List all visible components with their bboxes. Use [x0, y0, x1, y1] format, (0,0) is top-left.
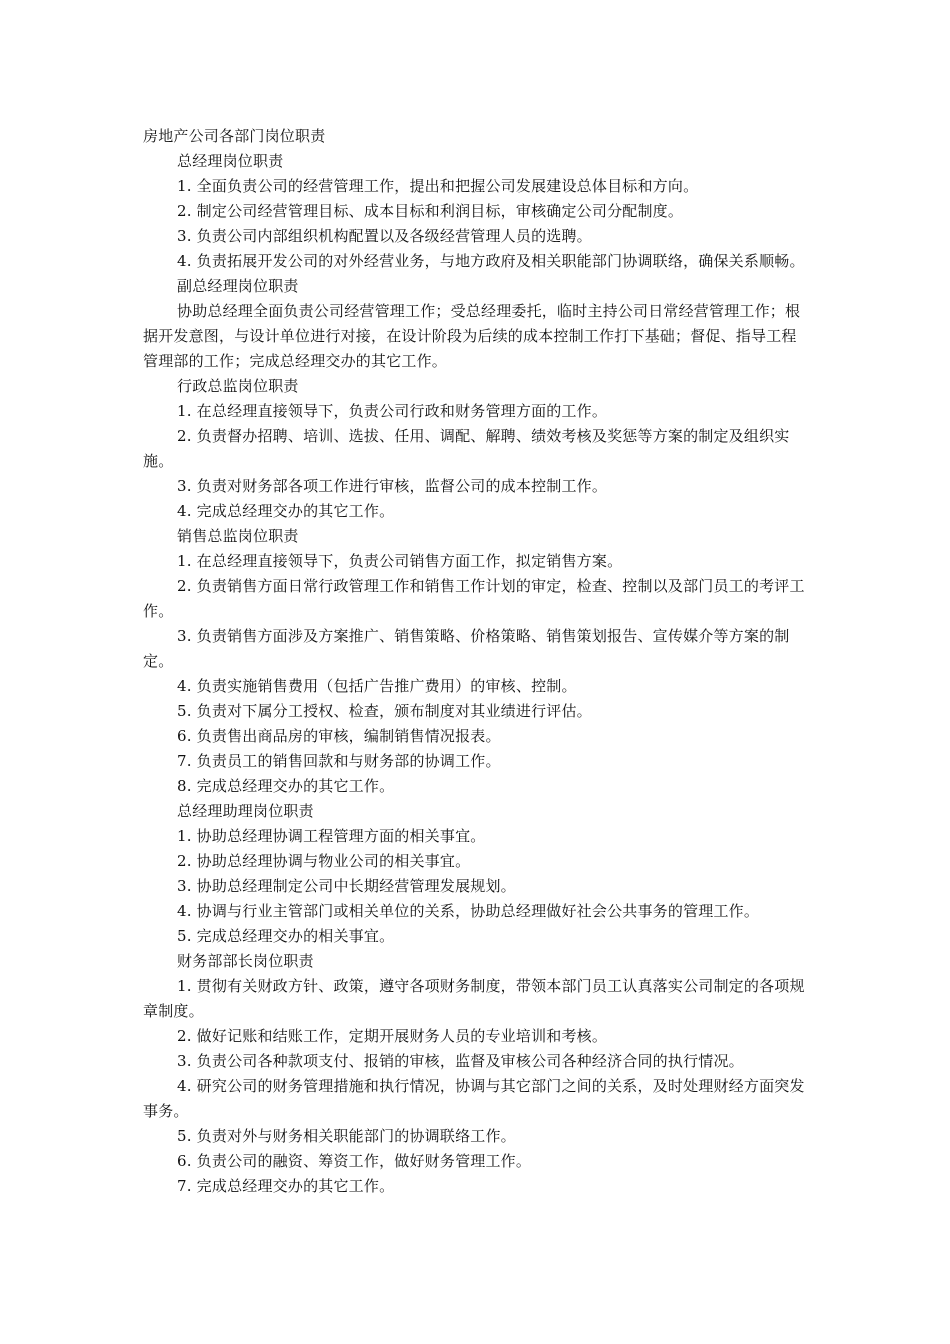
duty-item: 7. 负责员工的销售回款和与财务部的协调工作。 — [177, 752, 501, 770]
duty-item: 6. 负责售出商品房的审核，编制销售情况报表。 — [177, 727, 501, 745]
duty-paragraph: 协助总经理全面负责公司经营管理工作；受总经理委托，临时主持公司日常经营管理工作；根据开发意图，与设计单位进行对接，在设计阶段为后续的成本控制工作打下基础；督促、指导工程管理部的工作；完成总经理交办的其它工作。 — [143, 302, 801, 370]
duty-item: 2. 协助总经理协调与物业公司的相关事宜。 — [177, 852, 471, 870]
duty-item: 1. 在总经理直接领导下，负责公司销售方面工作，拟定销售方案。 — [177, 552, 623, 570]
duty-item: 5. 负责对下属分工授权、检查，颁布制度对其业绩进行评估。 — [177, 702, 592, 720]
section-general-manager — [143, 149, 811, 274]
duty-item: 3. 负责销售方面涉及方案推广、销售策略、价格策略、销售策划报告、宣传媒介等方案的制定。 — [143, 627, 790, 670]
duty-item: 1. 协助总经理协调工程管理方面的相关事宜。 — [177, 827, 486, 845]
duty-item: 4. 协调与行业主管部门或相关单位的关系，协助总经理做好社会公共事务的管理工作。 — [177, 902, 760, 920]
section-heading: 总经理岗位职责 — [177, 152, 284, 170]
duty-item: 3. 协助总经理制定公司中长期经营管理发展规划。 — [177, 877, 516, 895]
duty-item: 1. 贯彻有关财政方针、政策，遵守各项财务制度，带领本部门员工认真落实公司制定的各项规章制度。 — [143, 977, 805, 1020]
duty-item: 7. 完成总经理交办的其它工作。 — [177, 1177, 395, 1195]
duty-item: 4. 负责实施销售费用（包括广告推广费用）的审核、控制。 — [177, 677, 577, 695]
document-title: 房地产公司各部门岗位职责 — [143, 127, 326, 145]
duty-item: 2. 制定公司经营管理目标、成本目标和利润目标，审核确定公司分配制度。 — [177, 202, 684, 220]
duty-item: 2. 做好记账和结账工作，定期开展财务人员的专业培训和考核。 — [177, 1027, 608, 1045]
section-heading: 行政总监岗位职责 — [177, 377, 299, 395]
document-page — [143, 124, 811, 1199]
duty-item: 4. 负责拓展开发公司的对外经营业务，与地方政府及相关职能部门协调联络，确保关系顺畅。 — [177, 252, 805, 270]
section-deputy-general-manager — [143, 274, 811, 374]
section-assistant-general-manager — [143, 799, 811, 949]
duty-item: 1. 全面负责公司的经营管理工作，提出和把握公司发展建设总体目标和方向。 — [177, 177, 699, 195]
duty-item: 6. 负责公司的融资、筹资工作，做好财务管理工作。 — [177, 1152, 532, 1170]
duty-item: 5. 完成总经理交办的相关事宜。 — [177, 927, 395, 945]
duty-item: 2. 负责督办招聘、培训、选拔、任用、调配、解聘、绩效考核及奖惩等方案的制定及组织实施。 — [143, 427, 790, 470]
section-administrative-director — [143, 374, 811, 524]
section-heading: 财务部部长岗位职责 — [177, 952, 314, 970]
section-heading: 总经理助理岗位职责 — [177, 802, 314, 820]
section-finance-department-head — [143, 949, 811, 1199]
duty-item: 8. 完成总经理交办的其它工作。 — [177, 777, 395, 795]
duty-item: 3. 负责公司内部组织机构配置以及各级经营管理人员的选聘。 — [177, 227, 592, 245]
section-heading: 销售总监岗位职责 — [177, 527, 299, 545]
section-sales-director — [143, 524, 811, 799]
duty-item: 4. 完成总经理交办的其它工作。 — [177, 502, 395, 520]
duty-item: 3. 负责对财务部各项工作进行审核，监督公司的成本控制工作。 — [177, 477, 608, 495]
section-heading: 副总经理岗位职责 — [177, 277, 299, 295]
duty-item: 1. 在总经理直接领导下，负责公司行政和财务管理方面的工作。 — [177, 402, 608, 420]
duty-item: 3. 负责公司各种款项支付、报销的审核，监督及审核公司各种经济合同的执行情况。 — [177, 1052, 744, 1070]
duty-item: 5. 负责对外与财务相关职能部门的协调联络工作。 — [177, 1127, 516, 1145]
duty-item: 2. 负责销售方面日常行政管理工作和销售工作计划的审定，检查、控制以及部门员工的考评工作。 — [143, 577, 805, 620]
duty-item: 4. 研究公司的财务管理措施和执行情况，协调与其它部门之间的关系，及时处理财经方面突发事务。 — [143, 1077, 805, 1120]
